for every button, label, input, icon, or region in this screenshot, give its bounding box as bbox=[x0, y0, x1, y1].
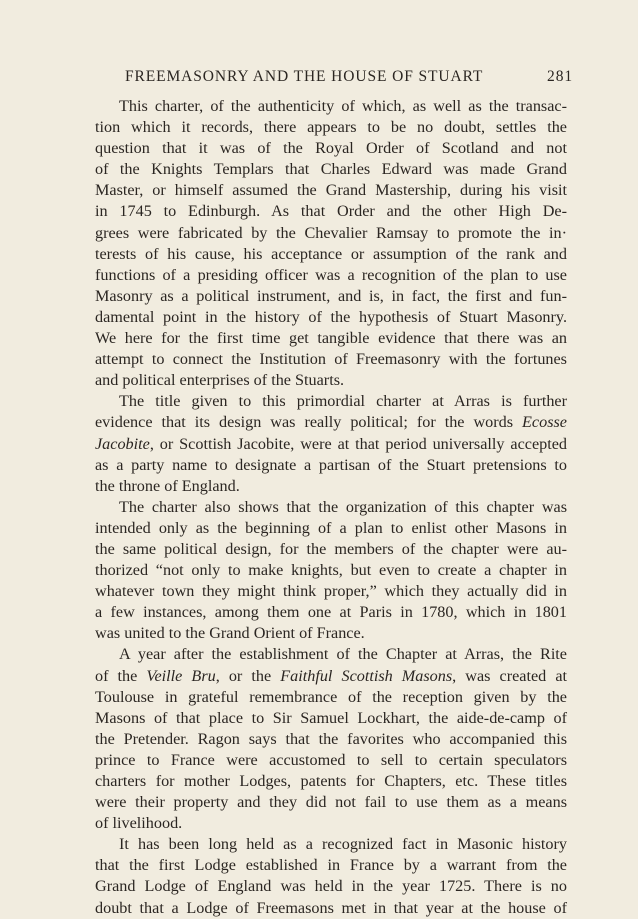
text-line: were their property and they did not fail to use them as a means bbox=[95, 793, 567, 812]
text-span: , or Scottish Jacobite, were at that period universally accepted bbox=[149, 434, 567, 453]
italic-term-jacobite: Jacobite bbox=[95, 434, 150, 453]
text-span: , or the bbox=[215, 666, 281, 685]
text-line: of livelihood. bbox=[95, 814, 183, 833]
text-line: the Pretender. Ragon says that the favorites who accompanied this bbox=[95, 729, 567, 748]
text-line: damental point in the history of the hypothesis of Stuart Masonry. bbox=[95, 307, 567, 326]
italic-term-faithful-scottish-masons: Faithful Scottish Masons bbox=[280, 666, 453, 685]
text-line: Master, or himself assumed the Grand Mastership, during his visit bbox=[95, 181, 567, 200]
text-line: a few instances, among them one at Paris in 1780, which in 1801 bbox=[95, 603, 567, 622]
text-line bbox=[95, 434, 567, 455]
text-line: in 1745 to Edinburgh. As that Order and the other High De- bbox=[95, 202, 567, 221]
italic-term-ecosse: Ecosse bbox=[522, 413, 567, 432]
text-line: thorized “not only to make knights, but even to create a chapter in bbox=[95, 561, 567, 580]
text-line: whatever town they might think proper,” which they actually did in bbox=[95, 582, 567, 601]
text-line: charters for mother Lodges, patents for Chapters, etc. These titles bbox=[95, 772, 567, 790]
text-line: It has been long held as a recognized fact in Masonic history bbox=[119, 835, 567, 854]
text-line: the throne of England. bbox=[95, 476, 240, 495]
text-line: tion which it records, there appears to be no doubt, settles the bbox=[95, 118, 567, 137]
text-line: This charter, of the authenticity of which, as well as the transac- bbox=[119, 97, 567, 115]
text-line: was united to the Grand Orient of France. bbox=[95, 624, 365, 643]
text-span: evidence that its design was really political; for the words bbox=[95, 413, 523, 432]
italic-term-veille-bru: Veille Bru bbox=[146, 666, 216, 685]
text-line: The title given to this primordial charter at Arras is further bbox=[119, 392, 567, 411]
text-line bbox=[95, 666, 567, 687]
text-line: Masonry as a political instrument, and is, in fact, the first and fun- bbox=[95, 286, 567, 305]
text-line: intended only as the beginning of a plan to enlist other Masons in bbox=[95, 518, 567, 537]
text-line: prince to France were accustomed to sell to certain speculators bbox=[95, 750, 567, 769]
text-line: Toulouse in grateful remembrance of the reception given by the bbox=[95, 687, 567, 706]
text-line: attempt to connect the Institution of Freemasonry with the fortunes bbox=[95, 350, 567, 369]
text-line: as a party name to designate a partisan of the Stuart pretensions to bbox=[95, 455, 567, 474]
text-span: of the bbox=[95, 666, 147, 685]
text-line: Masons of that place to Sir Samuel Lockhart, the aide-de-camp of bbox=[95, 708, 567, 727]
running-head-title: FREEMASONRY AND THE HOUSE OF STUART bbox=[125, 68, 484, 85]
text-line: terests of his cause, his acceptance or assumption of the rank and bbox=[95, 244, 567, 263]
text-line: question that it was of the Royal Order of Scotland and not bbox=[95, 139, 567, 158]
text-line: functions of a presiding officer was a recognition of the plan to use bbox=[95, 265, 567, 284]
text-line: We here for the first time get tangible evidence that there was an bbox=[95, 329, 567, 348]
text-line: A year after the establishment of the Chapter at Arras, the Rite bbox=[119, 645, 567, 664]
text-line bbox=[95, 412, 567, 433]
text-line: grees were fabricated by the Chevalier Ramsay to promote the in· bbox=[95, 223, 567, 242]
text-line: and political enterprises of the Stuarts. bbox=[95, 371, 345, 390]
text-line: of the Knights Templars that Charles Edward was made Grand bbox=[95, 160, 567, 179]
body-text bbox=[95, 96, 567, 919]
text-line: the same political design, for the members of the chapter were au- bbox=[95, 539, 567, 558]
page-number: 281 bbox=[547, 68, 573, 85]
text-span: , was created at bbox=[452, 666, 568, 685]
text-line: The charter also shows that the organization of this chapter was bbox=[119, 497, 567, 516]
text-line: that the first Lodge established in France by a warrant from the bbox=[95, 856, 567, 875]
text-line: Grand Lodge of England was held in the year 1725. There is no bbox=[95, 877, 567, 896]
running-head bbox=[0, 68, 638, 92]
text-line: doubt that a Lodge of Freemasons met in that year at the house of bbox=[95, 898, 567, 917]
